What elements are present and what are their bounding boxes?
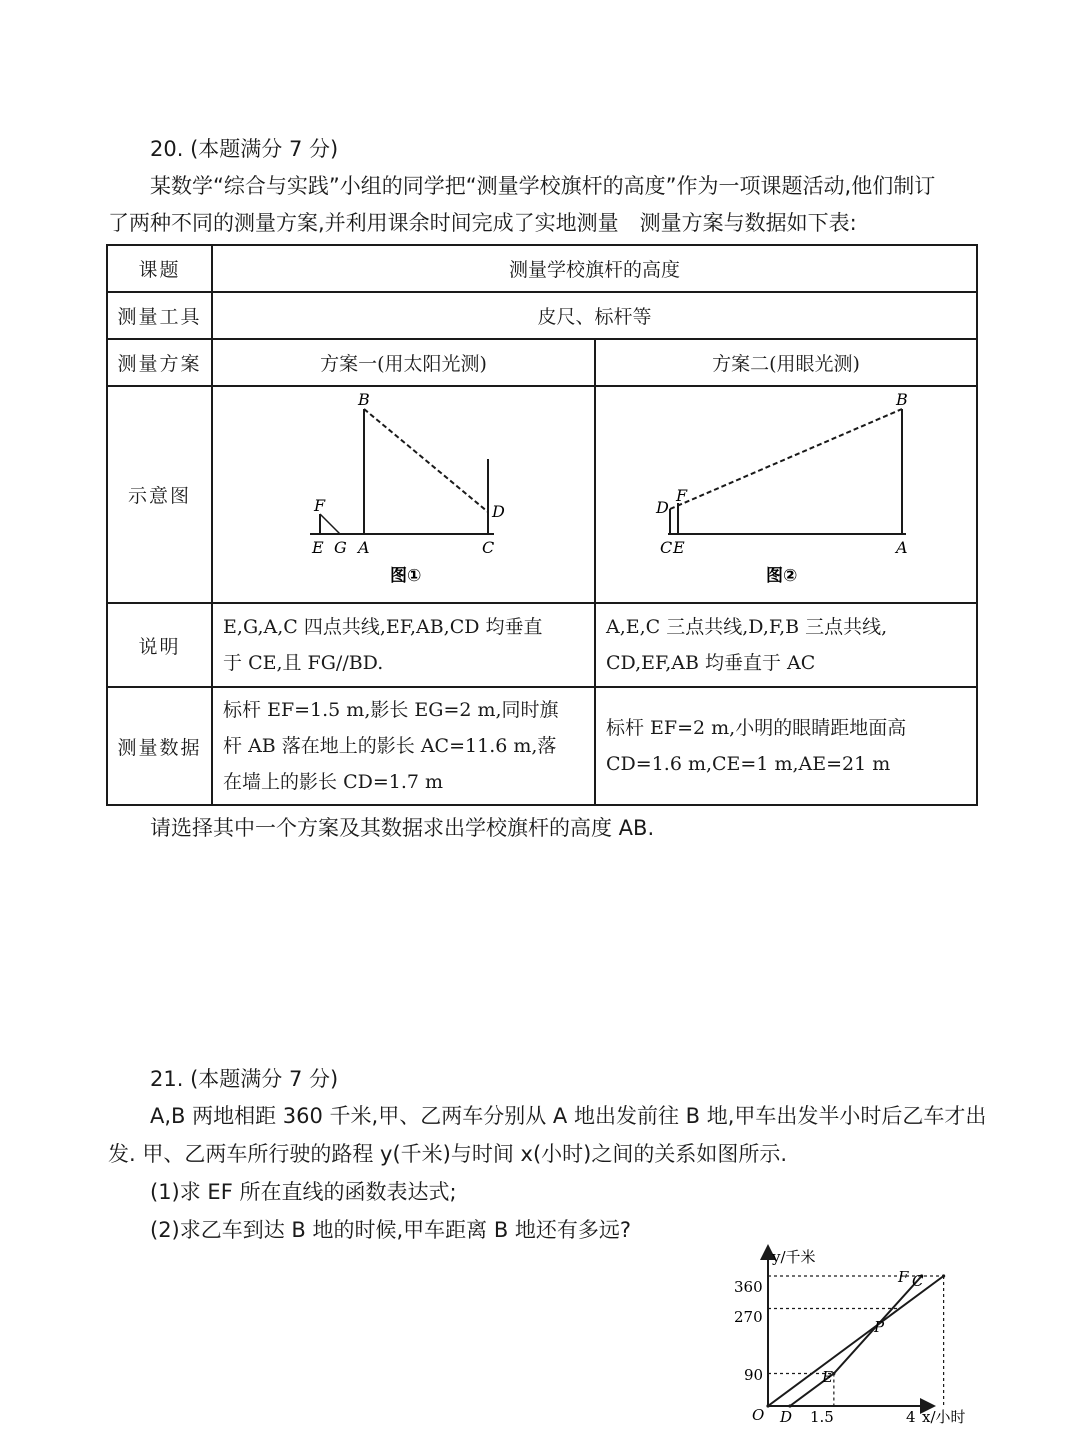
fig2-label-c: C — [660, 538, 673, 557]
note1-cell — [212, 603, 595, 687]
fig1-diagram — [214, 387, 594, 597]
fig1-label-c: C — [481, 538, 494, 557]
q21-header: 21. (本题满分 7 分) — [150, 1067, 339, 1091]
fig2-diagram — [596, 387, 976, 597]
note2-cell — [595, 603, 977, 687]
topic-value: 测量学校旗杆的高度 — [212, 245, 977, 292]
q20-question: 请选择其中一个方案及其数据求出学校旗杆的高度 AB. — [150, 816, 655, 840]
graph-point-1-1 — [766, 1404, 769, 1407]
data1-line2: 杆 AB 落在地上的影长 AC=11.6 m,落 — [223, 735, 557, 757]
data2-line2: CD=1.6 m,CE=1 m,AE=21 m — [606, 753, 891, 775]
tools-value: 皮尺、标杆等 — [212, 292, 977, 339]
origin-label: O — [752, 1406, 765, 1424]
fig1-label-a: A — [357, 538, 370, 557]
note2-line2: CD,EF,AB 均垂直于 AC — [606, 652, 816, 674]
data2-line1: 标杆 EF=2 m,小明的眼睛距地面高 — [606, 717, 907, 739]
data2-cell — [595, 687, 977, 805]
y-tick-360: 360 — [734, 1278, 763, 1296]
q20-header: 20. (本题满分 7 分) — [150, 137, 339, 161]
fig1-label-g: G — [333, 538, 347, 557]
fig2-caption: 图② — [766, 566, 798, 586]
data1-cell — [212, 687, 595, 805]
fig1-line-fg — [320, 514, 340, 534]
q20-intro-line1: 某数学“综合与实践”小组的同学把“测量学校旗杆的高度”作为一项课题活动,他们制订 — [150, 174, 936, 198]
graph-point-1-2 — [942, 1274, 945, 1277]
q21-graph — [728, 1244, 988, 1426]
data1-line3: 在墙上的影长 CD=1.7 m — [223, 771, 444, 793]
data-label: 测量数据 — [107, 687, 212, 805]
q21-intro-line1: A,B 两地相距 360 千米,甲、乙两车分别从 A 地出发前往 B 地,甲车出发半小时后乙车才出 — [150, 1104, 987, 1128]
y-axis-label: y/千米 — [772, 1248, 816, 1266]
y-tick-270: 270 — [734, 1308, 763, 1326]
note1-line2: 于 CE,且 FG//BD. — [223, 652, 384, 674]
fig2-label-d: D — [656, 498, 669, 517]
x-axis-label: x/小时 — [922, 1408, 966, 1426]
measurement-table — [106, 244, 978, 806]
plan-label: 测量方案 — [107, 339, 212, 386]
plan2-title: 方案二(用眼光测) — [595, 339, 977, 386]
plan1-title: 方案一(用太阳光测) — [212, 339, 595, 386]
fig2-label-a: A — [896, 538, 908, 557]
q21-sub2: (2)求乙车到达 B 地的时候,甲车距离 B 地还有多远? — [150, 1218, 632, 1242]
fig1-label-d: D — [491, 502, 505, 521]
q20-intro-line2: 了两种不同的测量方案,并利用课余时间完成了实地测量 测量方案与数据如下表: — [108, 211, 857, 235]
tools-label: 测量工具 — [107, 292, 212, 339]
fig1-label-e: E — [311, 538, 324, 557]
fig1-label-b: B — [357, 390, 370, 409]
data1-line1: 标杆 EF=1.5 m,影长 EG=2 m,同时旗 — [223, 699, 559, 721]
graph-series-line-1 — [768, 1276, 944, 1406]
point-p-label: P — [874, 1318, 885, 1336]
diagram-label: 示意图 — [107, 386, 212, 603]
note1-line1: E,G,A,C 四点共线,EF,AB,CD 均垂直 — [223, 616, 543, 638]
q21-sub1: (1)求 EF 所在直线的函数表达式; — [150, 1180, 457, 1204]
point-f-label: F — [898, 1268, 909, 1286]
fig2-sight-line — [670, 409, 902, 509]
q21-intro-line2: 发. 甲、乙两车所行驶的路程 y(千米)与时间 x(小时)之间的关系如图所示. — [108, 1142, 788, 1166]
fig2-label-b: B — [896, 390, 908, 409]
y-tick-90: 90 — [744, 1366, 764, 1384]
fig1-line-bd — [364, 409, 488, 512]
fig1-label-f: F — [313, 496, 325, 515]
fig2-label-e: E — [673, 538, 685, 557]
x-tick-1-5: 1.5 — [810, 1408, 834, 1426]
fig2-label-f: F — [676, 486, 688, 505]
fig2-cell — [595, 386, 977, 603]
fig1-cell — [212, 386, 595, 603]
note2-line1: A,E,C 三点共线,D,F,B 三点共线, — [606, 616, 888, 638]
point-e-label: E — [822, 1368, 833, 1386]
x-tick-4: 4 — [906, 1408, 916, 1426]
topic-label: 课题 — [107, 245, 212, 292]
point-d-label: D — [780, 1408, 793, 1426]
fig1-caption: 图① — [389, 566, 421, 586]
note-label: 说明 — [107, 603, 212, 687]
point-c-label: C — [912, 1272, 924, 1290]
